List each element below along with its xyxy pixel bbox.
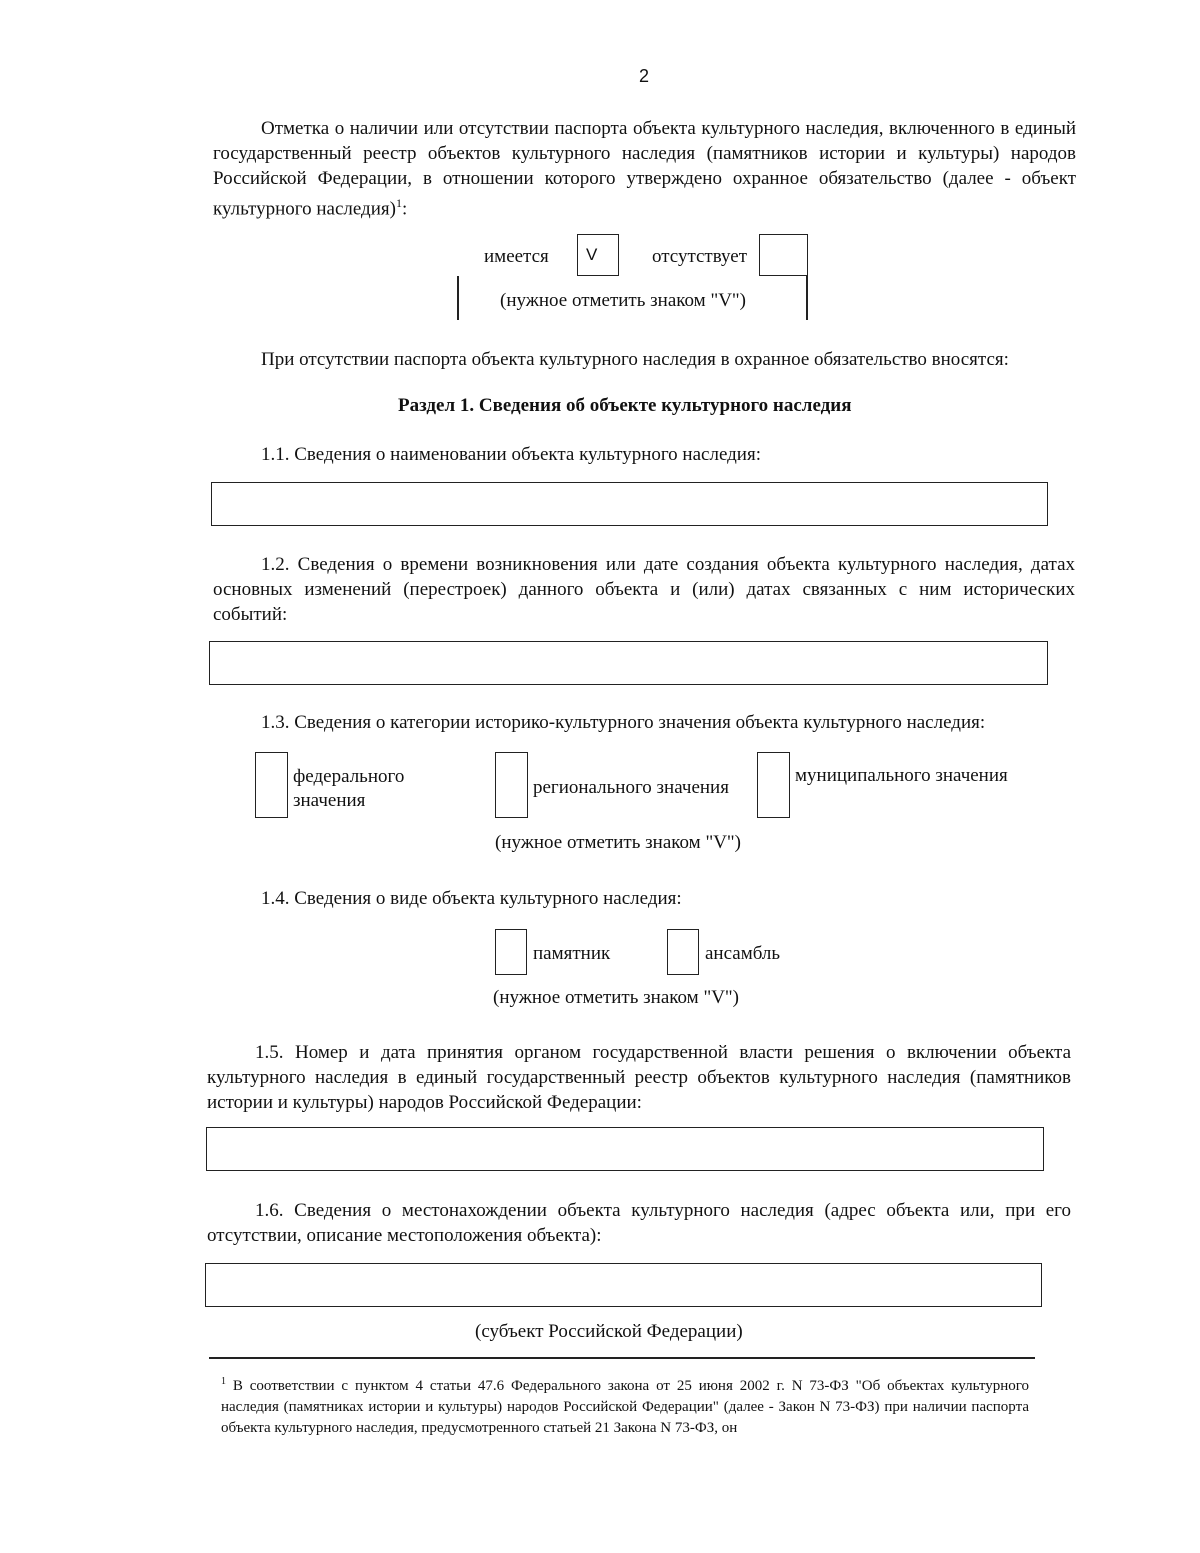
type-hint: (нужное отметить знаком "V") [493, 987, 739, 1008]
page-number: 2 [638, 66, 649, 86]
footnote-mark: 1 [221, 1376, 226, 1387]
intro-paragraph [213, 116, 1076, 221]
type-ensemble-label: ансамбль [705, 943, 781, 964]
footnote-text: В соответствии с пунктом 4 статьи 47.6 Федерального закона от 25 июня 2002 г. N 73-ФЗ "Об объектах культурного наследия (памятниках истории и культуры) народов Российской Федерации" (далее - Закон N 73-ФЗ) при наличии паспорта объекта культурного наследия, предусмотренного статьей 21 Закона N 73-ФЗ, он [221, 1378, 1029, 1436]
passport-has-label: имеется [484, 246, 549, 267]
type-monument-checkbox[interactable] [495, 929, 527, 975]
passport-absent-checkbox[interactable] [759, 234, 808, 276]
passport-frame-left [457, 276, 459, 320]
category-regional-label: регионального значения [533, 777, 729, 798]
type-monument-label: памятник [533, 943, 611, 964]
item-1-6-field[interactable] [205, 1263, 1042, 1307]
passport-frame-right [806, 276, 808, 320]
section1-title: Раздел 1. Сведения об объекте культурного наследия [398, 395, 852, 416]
item-1-2-field[interactable] [209, 641, 1048, 685]
item-1-4-label: 1.4. Сведения о виде объекта культурного наследия: [261, 888, 682, 909]
item-1-2-label: 1.2. Сведения о времени возникновения или дате создания объекта культурного наследия, датах основных изменений (перестроек) данного объекта и (или) датах связанных с ним исторических событий: [213, 554, 1075, 625]
category-municipal-checkbox[interactable] [757, 752, 790, 818]
item-1-5-field[interactable] [206, 1127, 1044, 1171]
item-1-1-field[interactable] [211, 482, 1048, 526]
absence-note: При отсутствии паспорта объекта культурного наследия в охранное обязательство вносятся: [261, 349, 1009, 370]
category-municipal-label: муниципального значения [795, 765, 1008, 786]
type-ensemble-checkbox[interactable] [667, 929, 699, 975]
passport-has-checkbox[interactable]: V [577, 234, 619, 276]
passport-absent-label: отсутствует [652, 246, 748, 267]
category-federal-checkbox[interactable] [255, 752, 288, 818]
item-1-6-caption: (субъект Российской Федерации) [475, 1321, 743, 1342]
item-1-3-label: 1.3. Сведения о категории историко-культурного значения объекта культурного наследия: [261, 712, 986, 733]
category-federal-label: федерального значения [293, 766, 405, 811]
intro-suffix: : [401, 198, 408, 220]
item-1-5-label: 1.5. Номер и дата принятия органом государственной власти решения о включении объекта культурного наследия в единый государственный реестр объектов культурного наследия (памятников истории и культуры) народов Российской Федерации: [207, 1042, 1071, 1113]
intro-text: Отметка о наличии или отсутствии паспорта объекта культурного наследия, включенного в единый государственный реестр объектов культурного наследия (памятников истории и культуры) народов Российской Федерации, в отношении которого утверждено охранное обязательство (далее - объект культурного наследия) [213, 118, 1076, 220]
item-1-6-label: 1.6. Сведения о местонахождении объекта культурного наследия (адрес объекта или, при его отсутствии, описание местоположения объекта): [207, 1200, 1071, 1246]
footnote [221, 1371, 1029, 1439]
item-1-1-label: 1.1. Сведения о наименовании объекта культурного наследия: [261, 444, 761, 465]
category-hint: (нужное отметить знаком "V") [495, 832, 741, 853]
category-regional-checkbox[interactable] [495, 752, 528, 818]
footnote-separator [209, 1357, 1035, 1359]
footnote-ref: 1 [395, 196, 402, 210]
passport-hint: (нужное отметить знаком "V") [500, 290, 746, 311]
